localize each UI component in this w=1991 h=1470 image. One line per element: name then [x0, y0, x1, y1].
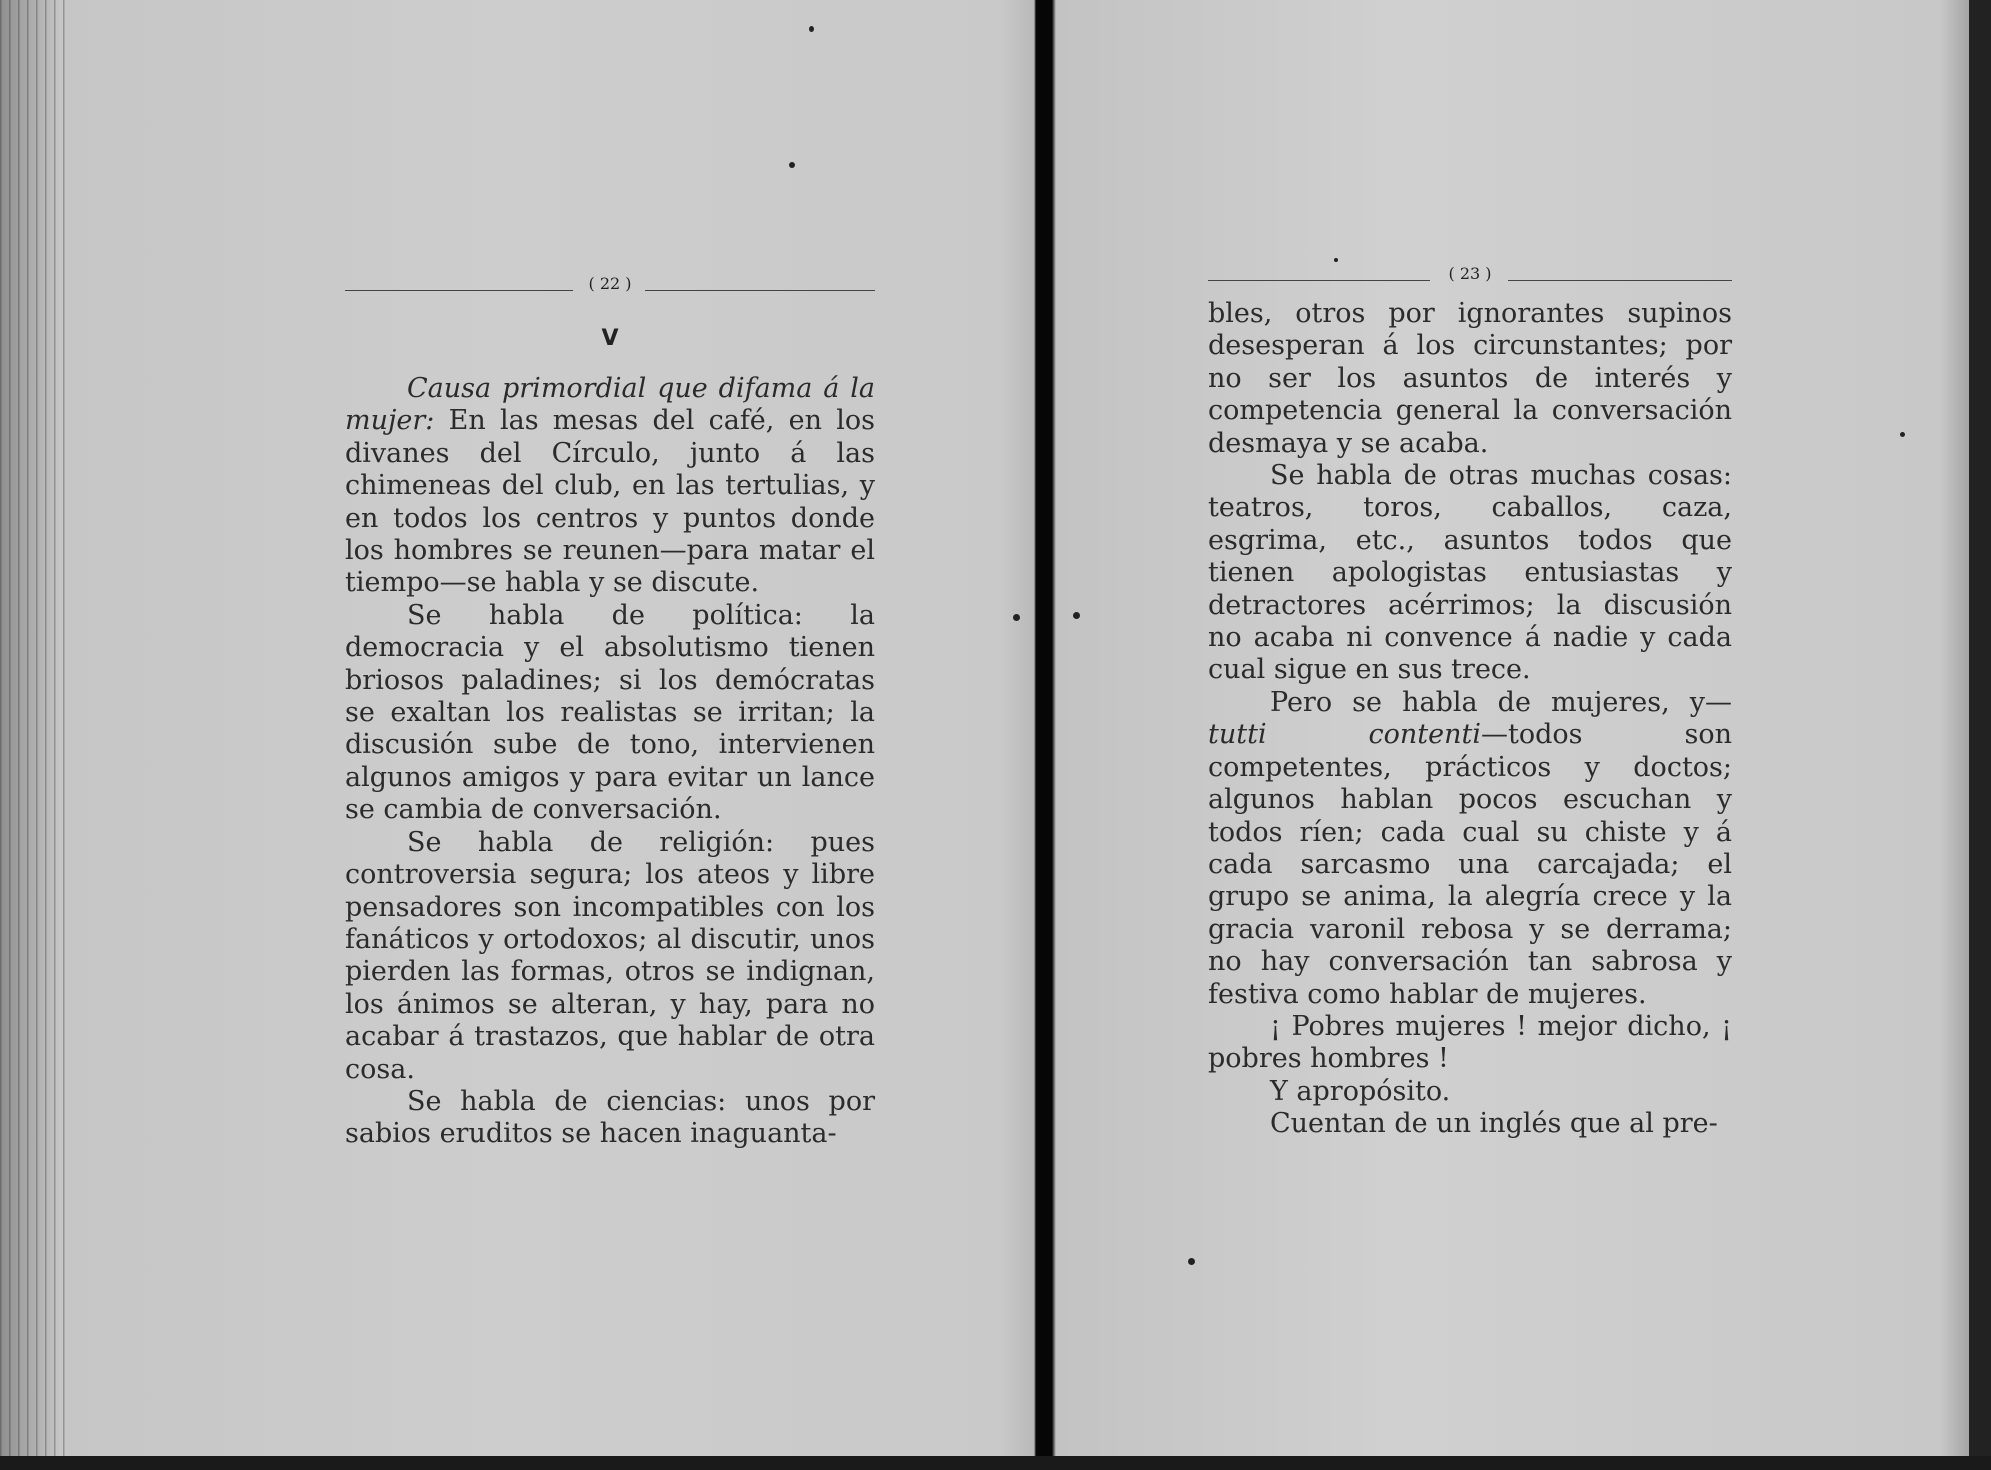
body-text [345, 373, 875, 1151]
left-page [345, 272, 875, 1151]
italic-lead: Causa primordial que difama á la mujer: [345, 373, 875, 437]
bottom-edge [0, 1456, 1991, 1470]
right-edge [1969, 0, 1991, 1470]
right-page [1208, 262, 1732, 1141]
scan-speck [1073, 612, 1080, 619]
paragraph: Se habla de política: la democracia y el absolutismo tienen briosos paladines; si los demócratas se exaltan los realistas se irritan; la discusión sube de tono, intervienen algunos amigos y para evitar un lance se cambia de conversación. [345, 599, 875, 826]
paragraph [1208, 687, 1732, 1011]
body-text [1208, 298, 1732, 1141]
paragraph: Se habla de otras muchas cosas: teatros, toros, caballos, caza, esgrima, etc., asuntos todos que tienen apologistas entusiastas y detractores acérrimos; la discusión no acaba ni convence á nadie y cada cual sigue en sus trece. [1208, 460, 1732, 686]
page-number: ( 22 ) [588, 274, 632, 293]
scan-speck [809, 26, 814, 32]
paragraph: Cuentan de un inglés que al pre- [1270, 1108, 1718, 1140]
paragraph: bles, otros por ignorantes supinos desesperan á los circunstantes; por no ser los asuntos de interés y competencia general la conversación desmaya y se acaba. [1208, 298, 1732, 459]
page-number: ( 23 ) [1448, 264, 1492, 283]
paragraph-text: En las mesas del café, en los divanes del Círculo, junto á las chimeneas del club, en las tertulias, y en todos los centros y puntos donde los hombres se reunen—para matar el tiempo—se habla y se discute. [345, 405, 875, 599]
header-rule-left [1208, 280, 1430, 281]
page-header [345, 272, 875, 308]
paragraph [345, 373, 875, 600]
paragraph: ¡ Pobres mujeres ! mejor dicho, ¡ pobres hombres ! [1208, 1010, 1732, 1075]
scan-speck [1013, 614, 1020, 621]
book-gutter [1036, 0, 1052, 1470]
page-leaf-edges [0, 0, 70, 1470]
scan-speck [789, 162, 795, 168]
header-rule-right [1508, 280, 1732, 281]
header-rule-right [645, 290, 875, 291]
paragraph: Y apropósito. [1270, 1075, 1451, 1107]
italic-phrase: tutti contenti [1208, 719, 1482, 751]
paragraph: Se habla de religión: pues controversia segura; los ateos y libre pensadores son incompatibles con los fanáticos y ortodoxos; al discutir, unos pierden las formas, otros se indignan, los ánimos se alteran, y hay, para no acabar á trastazos, que hablar de otra cosa. [345, 826, 875, 1085]
paragraph-text: Pero se habla de mujeres, y— [1270, 686, 1732, 718]
paragraph: Se habla de ciencias: unos por sabios eruditos se hacen inaguanta- [345, 1085, 875, 1150]
chapter-heading: V [601, 326, 619, 351]
scan-speck [1900, 432, 1905, 437]
scan-speck [1188, 1258, 1195, 1265]
header-rule-left [345, 290, 573, 291]
paragraph-text: —todos son competentes, prácticos y doctos; algunos hablan pocos escuchan y todos ríen; cada cual su chiste y á cada sarcasmo una carcajada; el grupo se anima, la alegría crece y la gracia varonil rebosa y se derrama; no hay conversación tan sabrosa y festiva como hablar de mujeres. [1208, 719, 1732, 1010]
page-header [1208, 262, 1732, 298]
